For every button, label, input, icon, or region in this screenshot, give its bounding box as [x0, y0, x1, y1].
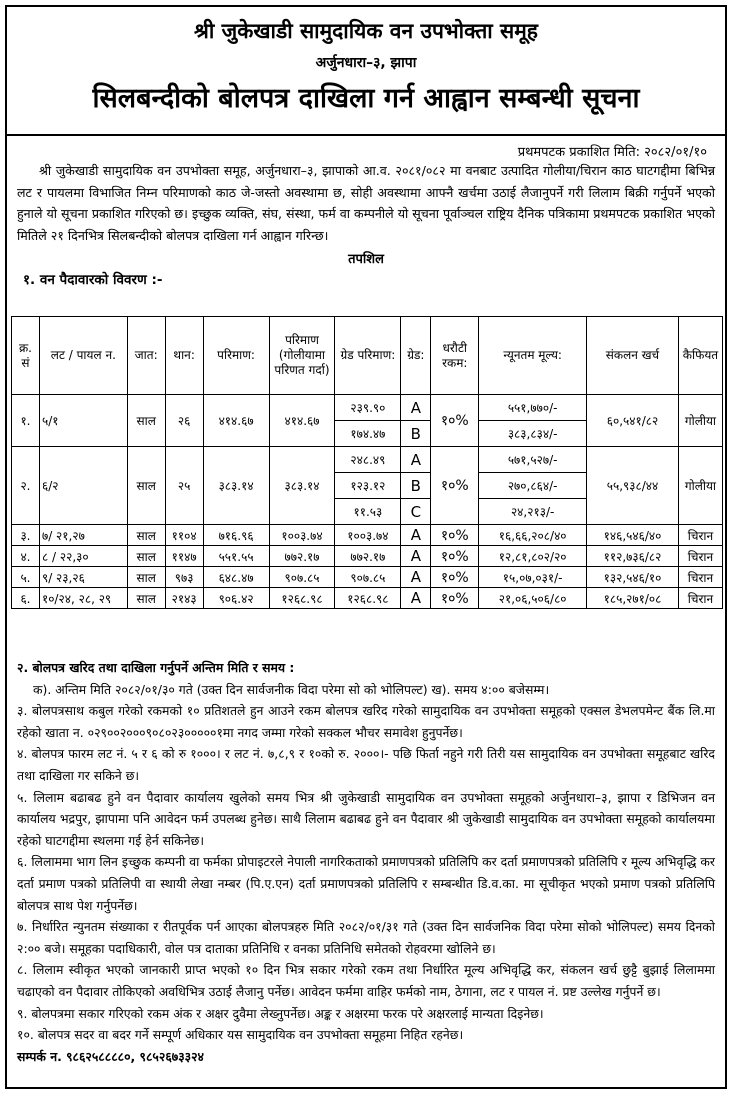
- table-row: [12, 567, 723, 588]
- table-header-cell: परिमाण (गोलीयामा परिणत गर्दा): [269, 317, 335, 395]
- grade-cell: A: [401, 447, 431, 473]
- collection-cost-cell: ५५,९३८/४४: [587, 447, 679, 525]
- grade-cell: A: [401, 567, 431, 588]
- grade-cell: C: [401, 499, 431, 525]
- note-10: १०. बोलपत्र सदर वा बदर गर्ने सम्पूर्ण अधिकार यस सामुदायिक वन उपभोक्ता समूहमा निहित रहनेछ।: [17, 1027, 464, 1043]
- grade-quantity-cell: ११.५३: [335, 499, 401, 525]
- table-header-cell: जात:: [127, 317, 165, 395]
- table-row: [12, 395, 723, 421]
- collection-cost-cell: १३२,५४६/१०: [587, 567, 679, 588]
- serial-cell: ४.: [12, 546, 40, 567]
- remark-cell: चिरान: [678, 567, 722, 588]
- lot-cell: ७/ २१,२७: [39, 525, 127, 546]
- minimum-price-cell: १६,६६,२०८/४०: [479, 525, 587, 546]
- table-header-cell: न्यूनतम मूल्य:: [479, 317, 587, 395]
- notice-header: [7, 7, 725, 136]
- table-body: [12, 395, 723, 609]
- quantity-cell: ५५१.५५: [203, 546, 269, 567]
- grade-quantity-cell: २४८.४९: [335, 447, 401, 473]
- note-2-body: क). अन्तिम मिति २०८२/०१/३० गते (उक्त दिन सार्वजनीक विदा परेमा सो को भोलिपल्ट) ख). समय ४:०० बजेसम्म।: [33, 681, 550, 697]
- minimum-price-cell: १२,८१,८०२/२०: [479, 546, 587, 567]
- notice-page: [5, 5, 727, 1089]
- note-6: ६. लिलाममा भाग लिन इच्छुक कम्पनी वा फर्मका प्रोपाइटरले नेपाली नागरिकताको प्रमाणपत्रको प्रतिलिपि कर दर्ता प्रमाणपत्रको प्रतिलिपि र मूल्य अभिवृद्धि कर दर्ता प्रमाण पत्रको प्रतिलिपी वा स्थायी लेखा नम्बर (पि.ए.एन) दर्ता प्रमाणपत्रको प्रतिलिपि र सम्बन्धीत डि.व.का. मा सूचीकृत भएको प्रमाण पत्रको प्रतिलिपि बोलपत्र साथ पेश गर्नुपर्नेछ।: [17, 854, 715, 913]
- table-row: [12, 546, 723, 567]
- table-row: [12, 447, 723, 473]
- deposit-cell: १०%: [431, 447, 479, 525]
- table-header-cell: परिमाण:: [203, 317, 269, 395]
- lot-cell: ५/१: [39, 395, 127, 447]
- org-name: श्री जुकेखाडी सामुदायिक वन उपभोक्ता समूह: [194, 19, 538, 43]
- remark-cell: गोलीया: [678, 395, 722, 447]
- table-header-cell: क्र. सं: [12, 317, 40, 395]
- table-header-cell: ग्रेड:: [401, 317, 431, 395]
- grade-quantity-cell: १२६८.९८: [335, 588, 401, 609]
- table-header-cell: संकलन खर्च: [587, 317, 679, 395]
- serial-cell: ६.: [12, 588, 40, 609]
- deposit-cell: १०%: [431, 546, 479, 567]
- species-cell: साल: [127, 525, 165, 546]
- lot-cell: ६/२: [39, 447, 127, 525]
- table-header-cell: थान:: [165, 317, 203, 395]
- org-address: अर्जुनधारा–३, झापा: [315, 55, 417, 71]
- converted-quantity-cell: १००३.७४: [269, 525, 335, 546]
- note-3: ३. बोलपत्रसाथ कबुल गरेको रकमको १० प्रतिशतले हुन आउने रकम बोलपत्र खरिद गरेको सामुदायिक वन उपभोक्ता समूहको एक्सल डेभलपमेन्ट बैंक लि.मा रहेको खाता न. ०२९००२०००९०८०२३०००००१मा नगद जम्मा गरेको सक्कल भौचर समावेश हुनुपर्नेछ।: [17, 703, 715, 740]
- count-cell: २५: [165, 447, 203, 525]
- grade-cell: A: [401, 546, 431, 567]
- deposit-cell: १०%: [431, 567, 479, 588]
- species-cell: साल: [127, 588, 165, 609]
- quantity-cell: ७१६.९६: [203, 525, 269, 546]
- remark-cell: चिरान: [678, 588, 722, 609]
- minimum-price-cell: १५,०७,०३१/-: [479, 567, 587, 588]
- species-cell: साल: [127, 447, 165, 525]
- count-cell: ११०४: [165, 525, 203, 546]
- count-cell: ९७३: [165, 567, 203, 588]
- table-header-cell: ग्रेड परिमाण:: [335, 317, 401, 395]
- minimum-price-cell: २१,०६,५०६/८०: [479, 588, 587, 609]
- grade-cell: A: [401, 395, 431, 421]
- minimum-price-cell: ५५१,७७०/-: [479, 395, 587, 421]
- grade-quantity-cell: ९०७.८५: [335, 567, 401, 588]
- table-header-cell: धरौटी रकम:: [431, 317, 479, 395]
- lot-cell: ९/ २३,२६: [39, 567, 127, 588]
- quantity-cell: ९०६.४२: [203, 588, 269, 609]
- minimum-price-cell: २७०,८६४/-: [479, 473, 587, 499]
- minimum-price-cell: २४,२१३/-: [479, 499, 587, 525]
- details-heading: तपशिल: [348, 252, 384, 267]
- converted-quantity-cell: ९०७.८५: [269, 567, 335, 588]
- lot-cell: ८ / २२,३०: [39, 546, 127, 567]
- serial-cell: १.: [12, 395, 40, 447]
- grade-cell: A: [401, 525, 431, 546]
- note-7: ७. निर्धारित न्युनतम संख्याका र रीतपूर्वक पर्न आएका बोलपत्रहरु मिति २०८२/०१/३१ गते (उक्त दिन सार्वजनिक विदा परेमा सोको भोलिपल्ट) समय दिनको २:०० बजे। समूहका पदाधिकारी, वोल पत्र दाताका प्रतिनिधि र वनका प्रतिनिधि समेतको रोहवरमा खोलिने छ।: [17, 919, 715, 956]
- species-cell: साल: [127, 567, 165, 588]
- deposit-cell: १०%: [431, 395, 479, 447]
- inventory-table: [11, 316, 723, 609]
- serial-cell: ५.: [12, 567, 40, 588]
- grade-quantity-cell: १००३.७४: [335, 525, 401, 546]
- note-8: ८. लिलाम स्वीकृत भएको जानकारी प्राप्त भएको १० दिन भित्र सकार गरेको रकम तथा निर्धारित मूल्य अभिवृद्धि कर, संकलन खर्च छुट्टै बुझाई लिलाममा चढाएको वन पैदावार तोकिएको अवधिभित्र उठाई लैजानु पर्नेछ। आवेदन फर्ममा वाहिर फर्मको नाम, ठेगाना, लट र पायल नं. प्रष्ट उल्लेख गर्नुपर्ने छ।: [17, 962, 715, 999]
- count-cell: २६: [165, 395, 203, 447]
- note-4: ४. बोलपत्र फारम लट नं. ५ र ६ को रु १०००। र लट नं. ७,८,९ र १०को रु. २०००।- पछि फिर्ता नहुने गरी तिरी यस सामुदायिक वन उपभोक्ता समूहबाट खरिद तथा दाखिला गर सकिने छ।: [17, 746, 715, 783]
- collection-cost-cell: ६०,५४१/८२: [587, 395, 679, 447]
- minimum-price-cell: ५७१,५२७/-: [479, 447, 587, 473]
- publish-date: प्रथमपटक प्रकाशित मिति: २०८२/०१/१०: [517, 145, 707, 160]
- note-5: ५. लिलाम बढाबढ हुने वन पैदावार कार्यालय खुलेको समय भित्र श्री जुकेखाडी सामुदायिक वन उपभोक्ता समूहको अर्जुनधारा–३, झापा र डिभिजन वन कार्यालय भद्रपुर, झापामा पनि आवेदन फर्म उपलब्ध हुनेछ। साथै लिलाम बढाबढ हुने वन पैदावार श्री जुकेखाडी सामुदायिक वन उपभोक्ता समूहको कार्यालयमा रहेको घाटगद्दीमा स्थलमा गई हेर्न सकिनेछ।: [17, 789, 715, 848]
- note-9: ९. बोलपत्रमा सकार गरिएको रकम अंक र अक्षर दुवैमा लेख्नुपर्नेछ। अङ्क र अक्षरमा फरक परे अक्षरलाई मान्यता दिइनेछ।: [17, 1005, 544, 1021]
- minimum-price-cell: ३८३,८३४/-: [479, 421, 587, 447]
- count-cell: ११४७: [165, 546, 203, 567]
- table-header-cell: कैफियत: [678, 317, 722, 395]
- table-row: [12, 525, 723, 546]
- lot-cell: १०/२४, २८, २९: [39, 588, 127, 609]
- grade-cell: A: [401, 588, 431, 609]
- table-header-row: [12, 317, 723, 395]
- converted-quantity-cell: ३८३.१४: [269, 447, 335, 525]
- intro-paragraph: श्री जुकेखाडी सामुदायिक वन उपभोक्ता समूह, अर्जुनधारा–३, झापाको आ.व. २०८१/०८२ मा वनबाट उत्पादित गोलीया/चिरान काठ घाटगद्दीमा बिभिन्न लट र पायलमा विभाजित निम्न परिमाणको काठ जे-जस्तो अवस्थामा छ, सोही अवस्थामा आफ्नै खर्चमा उठाई लैजानुपर्ने गरी लिलाम बिक्री गर्नुपर्ने भएको हुनाले यो सूचना प्रकाशित गरिएको छ। इच्छुक व्यक्ति, संघ, संस्था, फर्म वा कम्पनीले यो सूचना पूर्वाञ्चल राष्ट्रिय दैनिक पत्रिकामा प्रथमपटक प्रकाशित भएको मितिले २१ दिनभित्र सिलबन्दीको बोलपत्र दाखिला गर्न आह्वान गरिन्छ।: [17, 163, 715, 243]
- grade-quantity-cell: ७७२.१७: [335, 546, 401, 567]
- converted-quantity-cell: ४१४.६७: [269, 395, 335, 447]
- serial-cell: ३.: [12, 525, 40, 546]
- quantity-cell: ४१४.६७: [203, 395, 269, 447]
- serial-cell: २.: [12, 447, 40, 525]
- grade-quantity-cell: १७४.४७: [335, 421, 401, 447]
- species-cell: साल: [127, 546, 165, 567]
- count-cell: २१४३: [165, 588, 203, 609]
- table-row: [12, 588, 723, 609]
- grade-cell: B: [401, 421, 431, 447]
- deposit-cell: १०%: [431, 588, 479, 609]
- contact-numbers: सम्पर्क न. ९८६२५८८८८०, ९८५२६७३३२४: [17, 1048, 204, 1064]
- quantity-cell: ६४८.४७: [203, 567, 269, 588]
- grade-quantity-cell: २३९.९०: [335, 395, 401, 421]
- notice-headline: सिलबन्दीको बोलपत्र दाखिला गर्न आह्वान सम्बन्धी सूचना: [92, 83, 640, 114]
- collection-cost-cell: १४६,५४६/४०: [587, 525, 679, 546]
- grade-quantity-cell: १२३.१२: [335, 473, 401, 499]
- grade-cell: B: [401, 473, 431, 499]
- note-2-title: २. बोलपत्र खरिद तथा दाखिला गर्नुपर्ने अन्तिम मिति र समय :: [17, 660, 295, 675]
- converted-quantity-cell: १२६८.९८: [269, 588, 335, 609]
- converted-quantity-cell: ७७२.१७: [269, 546, 335, 567]
- remark-cell: चिरान: [678, 525, 722, 546]
- notes-section: [7, 657, 725, 1067]
- collection-cost-cell: १८५,२७१/०८: [587, 588, 679, 609]
- remark-cell: गोलीया: [678, 447, 722, 525]
- table-header-cell: लट / पायल न.: [39, 317, 127, 395]
- deposit-cell: १०%: [431, 525, 479, 546]
- remark-cell: चिरान: [678, 546, 722, 567]
- collection-cost-cell: ११२,७३६/८२: [587, 546, 679, 567]
- species-cell: साल: [127, 395, 165, 447]
- section-1-heading: १. वन पैदावारको विवरण :-: [23, 272, 163, 288]
- quantity-cell: ३८३.१४: [203, 447, 269, 525]
